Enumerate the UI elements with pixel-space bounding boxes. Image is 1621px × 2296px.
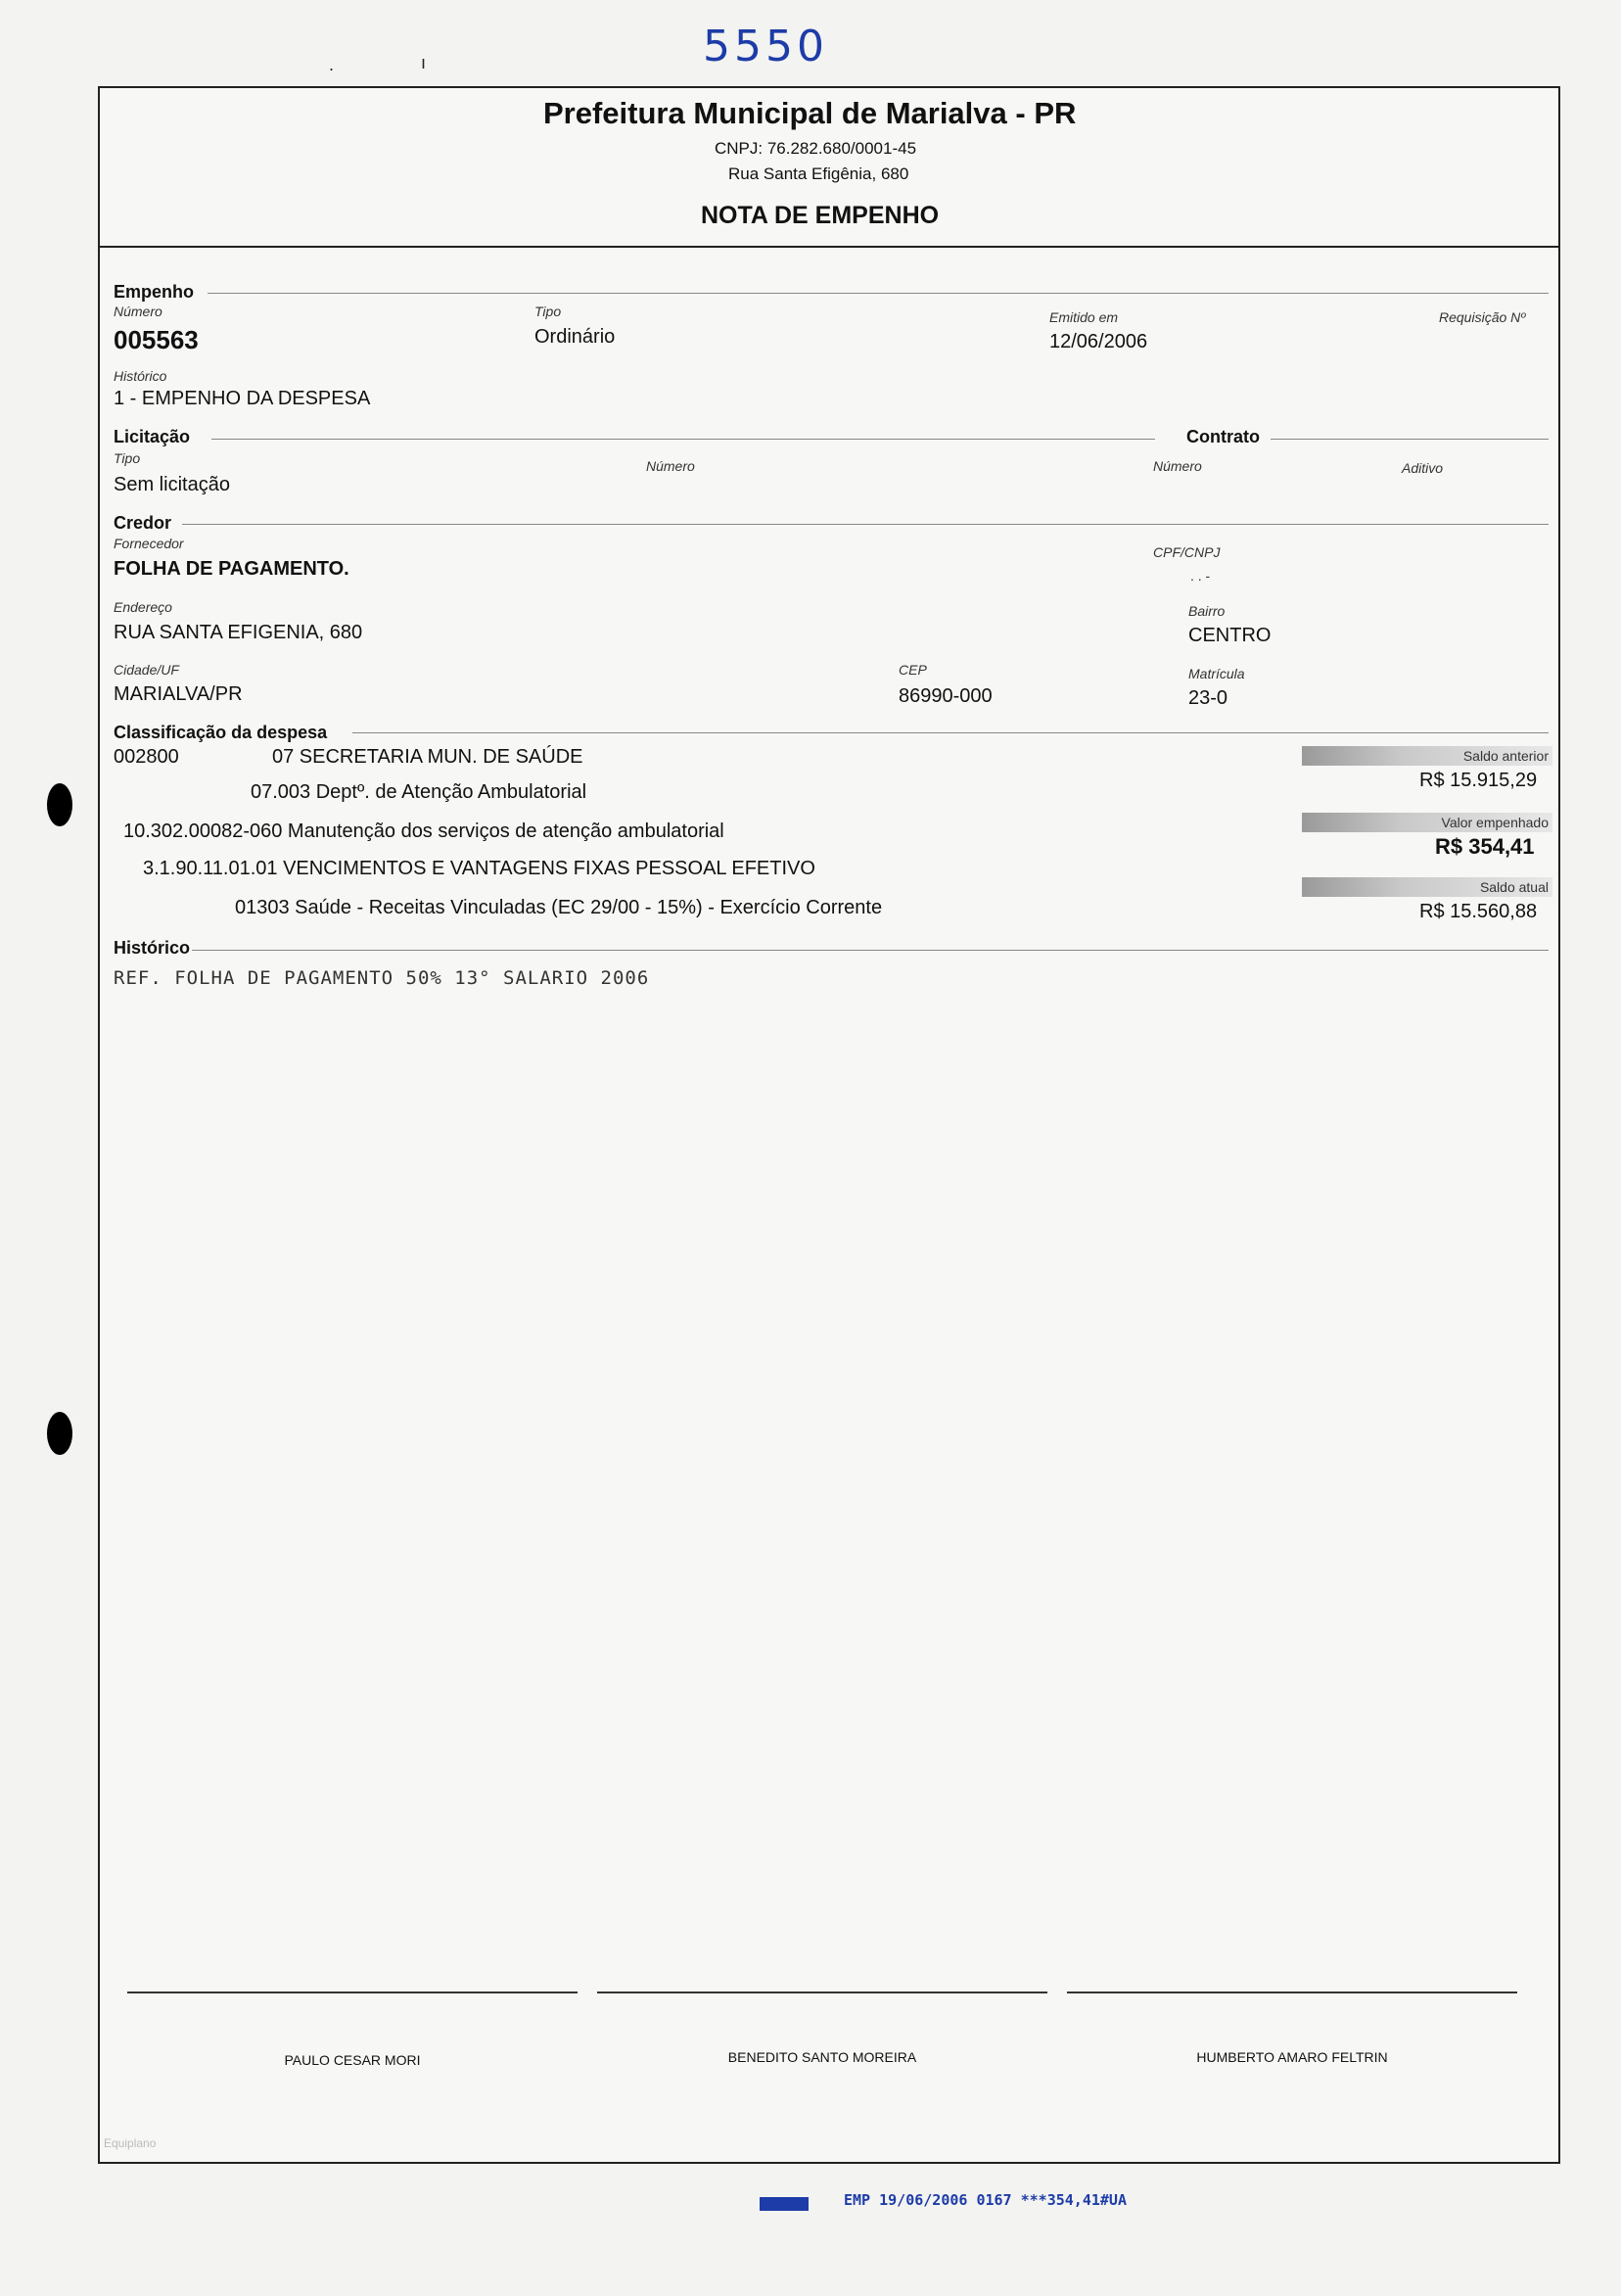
licitacao-numero-label: Número <box>646 458 695 474</box>
cidade-value: MARIALVA/PR <box>114 683 243 705</box>
section-historico: Histórico <box>114 938 191 958</box>
bairro-label: Bairro <box>1188 603 1226 619</box>
emitido-value: 12/06/2006 <box>1049 331 1148 352</box>
empenho-number: 005563 <box>114 325 199 354</box>
saldo-atual-label: Saldo atual <box>1302 877 1552 897</box>
licitacao-tipo-value: Sem licitação <box>114 474 230 495</box>
signature-name: BENEDITO SANTO MOREIRA <box>727 2049 917 2065</box>
matricula-value: 23-0 <box>1188 687 1228 709</box>
scan-mark: ı <box>421 53 427 72</box>
section-classificacao: Classificação da despesa <box>114 723 328 742</box>
funcional: 10.302.00082-060 Manutenção dos serviços de atenção ambulatorial <box>123 820 724 842</box>
signature-name: HUMBERTO AMARO FELTRIN <box>1196 2049 1388 2065</box>
requisicao-label: Requisição Nº <box>1439 309 1526 325</box>
handwritten-page-number: 5550 <box>703 22 828 71</box>
bairro-value: CENTRO <box>1188 625 1272 646</box>
valor-empenhado-value: R$ 354,41 <box>1435 834 1535 859</box>
document-title: NOTA DE EMPENHO <box>701 202 940 229</box>
section-credor: Credor <box>114 513 172 533</box>
cnpj: CNPJ: 76.282.680/0001-45 <box>715 139 917 158</box>
endereco-value: RUA SANTA EFIGENIA, 680 <box>114 622 363 643</box>
saldo-atual-value: R$ 15.560,88 <box>1419 901 1538 922</box>
section-licitacao: Licitação <box>114 427 191 446</box>
matricula-label: Matrícula <box>1188 666 1245 681</box>
divider <box>352 732 1549 733</box>
cep-value: 86990-000 <box>899 685 993 707</box>
historico-label: Histórico <box>114 368 167 384</box>
tipo-label: Tipo <box>534 304 562 319</box>
footer-faded-text: Equiplano <box>104 2136 157 2150</box>
tipo-value: Ordinário <box>534 326 616 348</box>
orgao: 07 SECRETARIA MUN. DE SAÚDE <box>272 746 583 768</box>
valor-empenhado-label: Valor empenhado <box>1302 813 1552 832</box>
divider <box>192 950 1549 951</box>
divider <box>1271 439 1549 440</box>
historico-value: 1 - EMPENHO DA DESPESA <box>114 388 371 409</box>
signature-line <box>1067 1991 1517 1993</box>
cpf-value: . . - <box>1190 568 1211 584</box>
historico-text: REF. FOLHA DE PAGAMENTO 50% 13° SALARIO 2006 <box>114 967 650 989</box>
address: Rua Santa Efigênia, 680 <box>728 164 909 183</box>
emitido-label: Emitido em <box>1049 309 1119 325</box>
header-divider <box>98 246 1560 248</box>
fornecedor-label: Fornecedor <box>114 536 184 551</box>
signature-line <box>127 1991 578 1993</box>
divider <box>211 439 1155 440</box>
fornecedor-value: FOLHA DE PAGAMENTO. <box>114 558 349 580</box>
saldo-anterior-label: Saldo anterior <box>1302 746 1552 766</box>
cidade-label: Cidade/UF <box>114 662 179 678</box>
bank-logo-icon <box>760 2197 809 2211</box>
section-contrato: Contrato <box>1186 427 1260 446</box>
unidade: 07.003 Deptº. de Atenção Ambulatorial <box>251 781 587 803</box>
numero-label: Número <box>114 304 162 319</box>
licitacao-tipo-label: Tipo <box>114 450 141 466</box>
cep-label: CEP <box>899 662 927 678</box>
punch-hole <box>47 1412 72 1455</box>
elemento: 3.1.90.11.01.01 VENCIMENTOS E VANTAGENS FIXAS PESSOAL EFETIVO <box>143 858 815 879</box>
endereco-label: Endereço <box>114 599 172 615</box>
signature-line <box>597 1991 1047 1993</box>
signature-name: PAULO CESAR MORI <box>284 2052 421 2068</box>
saldo-anterior-value: R$ 15.915,29 <box>1419 770 1538 791</box>
page-title: Prefeitura Municipal de Marialva - PR <box>543 96 1077 130</box>
divider <box>182 524 1549 525</box>
bank-stamp: EMP 19/06/2006 0167 ***354,41#UA <box>844 2191 1127 2209</box>
contrato-numero-label: Número <box>1153 458 1202 474</box>
aditivo-label: Aditivo <box>1402 460 1444 476</box>
classificacao-code: 002800 <box>114 746 179 768</box>
divider <box>208 293 1549 294</box>
fonte: 01303 Saúde - Receitas Vinculadas (EC 29/00 - 15%) - Exercício Corrente <box>235 897 883 918</box>
section-empenho: Empenho <box>114 282 195 302</box>
cpf-label: CPF/CNPJ <box>1153 544 1221 560</box>
punch-hole <box>47 783 72 826</box>
scan-mark: . <box>329 55 335 74</box>
